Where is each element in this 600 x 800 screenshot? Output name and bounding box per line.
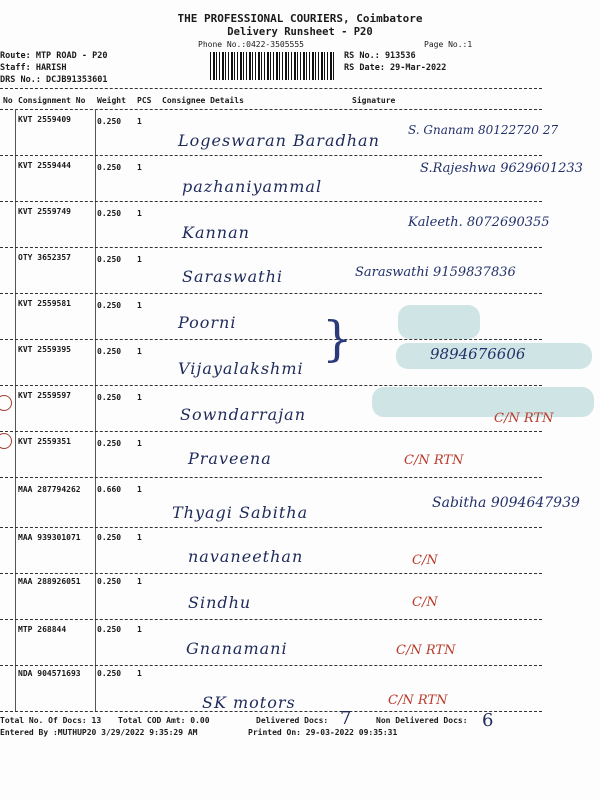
consignment-no: KVT 2559749	[18, 207, 71, 216]
weight: 0.250	[97, 255, 122, 264]
pcs: 1	[137, 485, 142, 494]
row-divider	[0, 711, 542, 712]
consignee-name: pazhaniyammal	[182, 177, 323, 196]
margin-circle-mark	[0, 433, 12, 449]
weight: 0.250	[97, 669, 122, 678]
table-row	[0, 247, 600, 293]
consignee-name: Saraswathi	[182, 267, 283, 286]
weight: 0.250	[97, 577, 122, 586]
consignee-name: Thyagi Sabitha	[172, 503, 309, 522]
consignee-name: Gnanamani	[186, 639, 288, 658]
barcode-icon	[210, 52, 336, 80]
non-delivered-docs-label: Non Delivered Docs:	[376, 716, 468, 725]
rs-number: RS No.: 913536	[344, 51, 416, 61]
smudge-mark	[398, 305, 480, 339]
weight: 0.250	[97, 393, 122, 402]
consignment-no: MAA 287794262	[18, 485, 81, 494]
consignee-name: Logeswaran Baradhan	[178, 131, 380, 150]
pcs: 1	[137, 163, 142, 172]
header-rule-top	[0, 88, 542, 89]
consignment-no: MAA 288926051	[18, 577, 81, 586]
consignment-no: KVT 2559351	[18, 437, 71, 446]
delivered-docs-label: Delivered Docs:	[256, 716, 329, 725]
table-row	[0, 385, 600, 431]
consignment-no: NDA 904571693	[18, 669, 81, 678]
col-signature: Signature	[352, 96, 396, 105]
table-row	[0, 665, 600, 711]
consignee-name: Kannan	[182, 223, 250, 242]
consignment-no: KVT 2559444	[18, 161, 71, 170]
consignee-name: Sindhu	[188, 593, 252, 612]
signature: C/N RTN	[388, 693, 448, 708]
signature: 9894676606	[430, 345, 526, 363]
consignee-name: Vijayalakshmi	[178, 359, 304, 378]
col-weight: Weight	[97, 96, 126, 105]
consignee-name: Sowndarrajan	[180, 405, 307, 424]
consignment-no: MTP 268844	[18, 625, 67, 634]
consignment-no: KVT 2559395	[18, 345, 71, 354]
consignment-no: KVT 2559581	[18, 299, 71, 308]
pcs: 1	[137, 625, 142, 634]
col-pcs: PCS	[137, 96, 152, 105]
signature: S. Gnanam 80122720 27	[408, 123, 559, 137]
printed-on: Printed On: 29-03-2022 09:35:31	[248, 728, 398, 737]
signature: C/N RTN	[404, 453, 464, 468]
consignment-no: MAA 939301071	[18, 533, 81, 542]
total-docs: Total No. Of Docs: 13	[0, 716, 102, 725]
consignment-no: KVT 2559409	[18, 115, 71, 124]
delivered-count: 7	[340, 708, 353, 729]
col-consignment: Consignment No	[18, 96, 86, 105]
entered-by: Entered By :MUTHUP20 3/29/2022 9:35:29 AM	[0, 728, 198, 737]
consignee-name: Poorni	[178, 313, 237, 332]
pcs: 1	[137, 577, 142, 586]
signature: Saraswathi 9159837836	[355, 265, 516, 280]
drs-label: DRS No.: DCJB91353601	[0, 75, 108, 85]
bracket-mark: }	[322, 311, 354, 367]
consignment-no: KVT 2559597	[18, 391, 71, 400]
table-row	[0, 477, 600, 527]
weight: 0.250	[97, 301, 122, 310]
total-cod: Total COD Amt: 0.00	[118, 716, 210, 725]
table-row	[0, 619, 600, 665]
consignee-name: SK motors	[202, 693, 296, 712]
pcs: 1	[137, 393, 142, 402]
consignee-name: navaneethan	[188, 547, 304, 566]
runsheet-title: Delivery Runsheet - P20	[227, 26, 373, 38]
pcs: 1	[137, 209, 142, 218]
company-title: THE PROFESSIONAL COURIERS, Coimbatore	[177, 12, 423, 25]
weight: 0.250	[97, 439, 122, 448]
weight: 0.250	[97, 117, 122, 126]
pcs: 1	[137, 439, 142, 448]
col-no: No	[3, 96, 13, 105]
signature: Kaleeth. 8072690355	[408, 215, 550, 230]
table-row	[0, 155, 600, 201]
route-label: Route: MTP ROAD - P20	[0, 51, 108, 61]
table-row	[0, 109, 600, 155]
runsheet-table	[0, 109, 600, 711]
table-row	[0, 431, 600, 477]
pcs: 1	[137, 117, 142, 126]
pcs: 1	[137, 533, 142, 542]
signature: S.Rajeshwa 9629601233	[420, 161, 583, 176]
weight: 0.250	[97, 533, 122, 542]
weight: 0.250	[97, 625, 122, 634]
margin-circle-mark	[0, 395, 12, 411]
staff-label: Staff: HARISH	[0, 63, 67, 73]
table-row	[0, 527, 600, 573]
pcs: 1	[137, 669, 142, 678]
table-row	[0, 573, 600, 619]
weight: 0.250	[97, 163, 122, 172]
weight: 0.250	[97, 209, 122, 218]
non-delivered-count: 6	[482, 710, 495, 731]
consignee-name: Praveena	[188, 449, 272, 468]
col-consignee: Consignee Details	[162, 96, 244, 105]
signature: C/N RTN	[494, 411, 554, 426]
signature: Sabitha 9094647939	[432, 495, 580, 511]
signature: C/N	[412, 595, 438, 610]
rs-date: RS Date: 29-Mar-2022	[344, 63, 447, 73]
table-row	[0, 293, 600, 339]
weight: 0.660	[97, 485, 122, 494]
weight: 0.250	[97, 347, 122, 356]
page-number: Page No.:1	[424, 40, 473, 49]
table-row	[0, 201, 600, 247]
signature: C/N RTN	[396, 643, 456, 658]
consignment-no: OTY 3652357	[18, 253, 71, 262]
phone-number: Phone No.:0422-3505555	[198, 40, 304, 49]
signature: C/N	[412, 553, 438, 568]
pcs: 1	[137, 301, 142, 310]
smudge-mark	[372, 387, 594, 417]
pcs: 1	[137, 255, 142, 264]
pcs: 1	[137, 347, 142, 356]
